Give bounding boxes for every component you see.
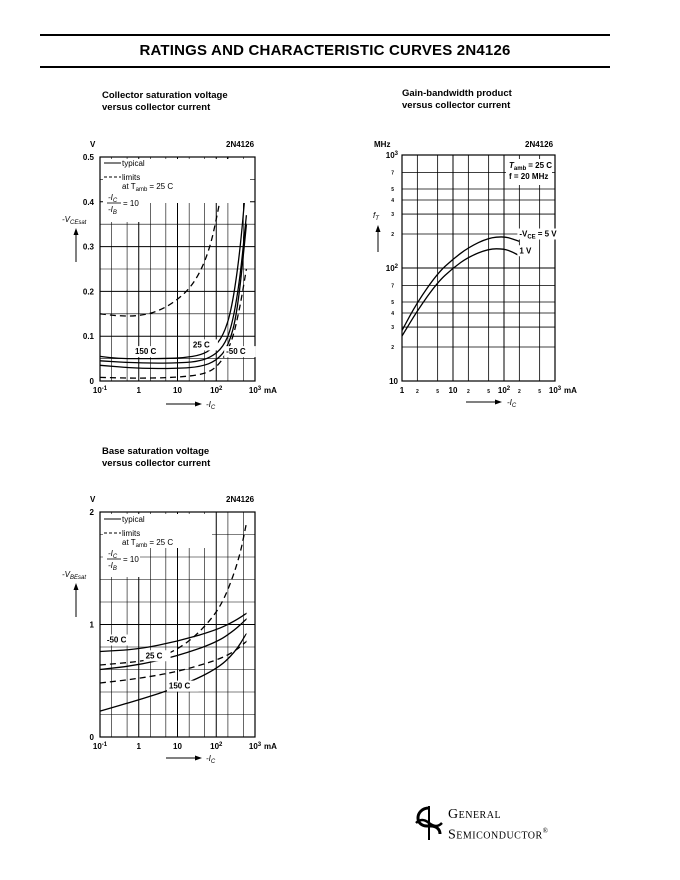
legend-at-label: at $T_{amb} = 25$ C xyxy=(122,182,174,193)
chart-ft-device: 2N4126 xyxy=(525,140,554,149)
x-tick-label: 1 xyxy=(399,386,405,395)
chart-vcesat-x-label: $-I_C$ xyxy=(206,400,216,411)
legend-typical-label: typical xyxy=(122,515,145,524)
x-tick-label: $10^{-1}$ xyxy=(92,742,108,751)
y-minor-tick-label: 7 xyxy=(391,170,394,177)
series-line--50-c xyxy=(100,613,246,651)
y-minor-tick-label: 3 xyxy=(391,212,394,219)
chart-vcesat-y-label: $-V_{CEsat}$ xyxy=(62,215,87,226)
legend-ratio-value: = 10 xyxy=(123,199,139,208)
y-minor-tick-label: 5 xyxy=(391,187,394,194)
chart-ft-x-label: $-I_C$ xyxy=(507,398,517,409)
curve-label: -50 C xyxy=(106,635,127,645)
y-minor-tick-label: 4 xyxy=(391,197,394,204)
x-minor-tick-label: 5 xyxy=(436,389,440,395)
chart-vbesat-title-line2: versus collector current xyxy=(102,457,211,469)
chart-vbesat-device: 2N4126 xyxy=(226,495,255,504)
x-tick-label: 10 xyxy=(173,386,182,395)
x-minor-tick-label: 2 xyxy=(517,389,521,395)
chart-ft-x-unit: mA xyxy=(564,386,577,395)
legend-ratio-value: = 10 xyxy=(123,555,139,564)
x-minor-tick-label: 2 xyxy=(466,389,470,395)
ft-cond-line2: f = 20 MHz xyxy=(509,172,549,181)
gs-emblem-icon xyxy=(412,805,446,841)
y-tick-label: 0.4 xyxy=(82,197,94,207)
y-tick-label: 1 xyxy=(89,620,94,630)
legend-ratio-bottom: $-I_B$ xyxy=(108,205,117,216)
curve-label: -50 C xyxy=(226,347,246,357)
legend-typical-label: typical xyxy=(122,159,145,168)
y-tick-label: 2 xyxy=(89,508,94,517)
x-tick-label: $10^2$ xyxy=(210,386,223,395)
curve-label: $-V_{CE} = 5$ V xyxy=(519,229,557,241)
curve-label: 1 V xyxy=(519,246,532,256)
x-tick-label: $10^{-1}$ xyxy=(92,386,108,395)
y-tick-label: 0 xyxy=(89,377,94,386)
x-minor-tick-label: 5 xyxy=(538,389,542,395)
curve-label: 25 C xyxy=(145,651,163,661)
x-minor-tick-label: 5 xyxy=(487,389,491,395)
chart-vbesat-x-unit: mA xyxy=(264,742,277,751)
legend-ratio-bottom: $-I_B$ xyxy=(108,561,117,572)
x-tick-label: 1 xyxy=(136,742,141,751)
y-tick-label: 10 xyxy=(389,377,398,386)
y-tick-label: $10^3$ xyxy=(385,151,398,160)
company-name xyxy=(448,807,549,844)
legend-ratio-top: $-I_C$ xyxy=(108,549,118,560)
x-tick-label: $10^3$ xyxy=(248,386,262,395)
y-minor-tick-label: 4 xyxy=(391,310,394,317)
chart-vcesat-y-unit: V xyxy=(90,140,96,149)
chart-ft-y-unit: MHz xyxy=(374,140,391,149)
chart-ft-title-line1: Gain-bandwidth product xyxy=(402,88,512,99)
chart-vcesat-title-line1: Collector saturation voltage xyxy=(102,90,228,101)
chart-vbesat-x-arrowhead xyxy=(195,756,202,761)
x-tick-label: 10 xyxy=(448,386,458,395)
chart-vbesat-title-line1: Base saturation voltage xyxy=(102,446,210,457)
chart-vcesat-device: 2N4126 xyxy=(226,140,255,149)
y-tick-label: $10^2$ xyxy=(385,264,398,273)
company-logo xyxy=(412,805,592,841)
chart-vbesat-y-label: $-V_{BEsat}$ xyxy=(62,570,87,581)
y-minor-tick-label: 5 xyxy=(391,300,394,307)
legend-at-label: at $T_{amb} = 25$ C xyxy=(122,538,174,549)
x-tick-label: 10 xyxy=(173,742,182,751)
ft-cond-line1: $T_{amb} = 25$ C xyxy=(509,161,553,172)
chart-vcesat-title-line2: versus collector current xyxy=(102,101,211,113)
legend-limits-label: limits xyxy=(122,529,141,538)
x-tick-label: $10^3$ xyxy=(248,742,262,751)
curve-label: 150 C xyxy=(134,347,157,357)
y-minor-tick-label: 7 xyxy=(391,283,394,290)
company-name-line2: Semiconductor® xyxy=(448,827,549,843)
legend-ratio-top: $-I_C$ xyxy=(108,193,118,204)
y-minor-tick-label: 2 xyxy=(391,231,394,238)
x-tick-label: $10^2$ xyxy=(497,386,511,395)
x-tick-label: 1 xyxy=(136,386,141,395)
company-name-line1: General xyxy=(448,807,502,822)
y-minor-tick-label: 3 xyxy=(391,325,394,332)
registered-mark: ® xyxy=(542,827,549,835)
y-tick-label: 0.5 xyxy=(82,153,94,162)
y-tick-label: 0 xyxy=(89,733,94,742)
chart-vbesat-y-arrowhead xyxy=(74,583,79,590)
chart-vbesat-labels xyxy=(105,635,199,692)
x-minor-tick-label: 2 xyxy=(415,389,419,395)
legend-limits-label: limits xyxy=(122,173,141,182)
y-minor-tick-label: 2 xyxy=(391,344,394,351)
page-title: RATINGS AND CHARACTERISTIC CURVES 2N4126 xyxy=(139,42,511,59)
y-tick-label: 0.2 xyxy=(82,287,94,297)
chart-ft-title-line2: versus collector current xyxy=(402,99,511,111)
chart-vcesat-x-unit: mA xyxy=(264,386,277,395)
y-tick-label: 0.1 xyxy=(82,332,94,342)
chart-ft-y-label: $f_T$ xyxy=(373,211,379,222)
chart-vbesat-x-label: $-I_C$ xyxy=(206,754,216,765)
x-tick-label: $10^2$ xyxy=(210,742,223,751)
curve-label: 150 C xyxy=(168,681,191,691)
curve-label: 25 C xyxy=(192,340,210,350)
chart-vbesat-y-unit: V xyxy=(90,495,96,504)
y-tick-label: 0.3 xyxy=(82,242,94,252)
x-tick-label: $10^3$ xyxy=(548,386,562,395)
